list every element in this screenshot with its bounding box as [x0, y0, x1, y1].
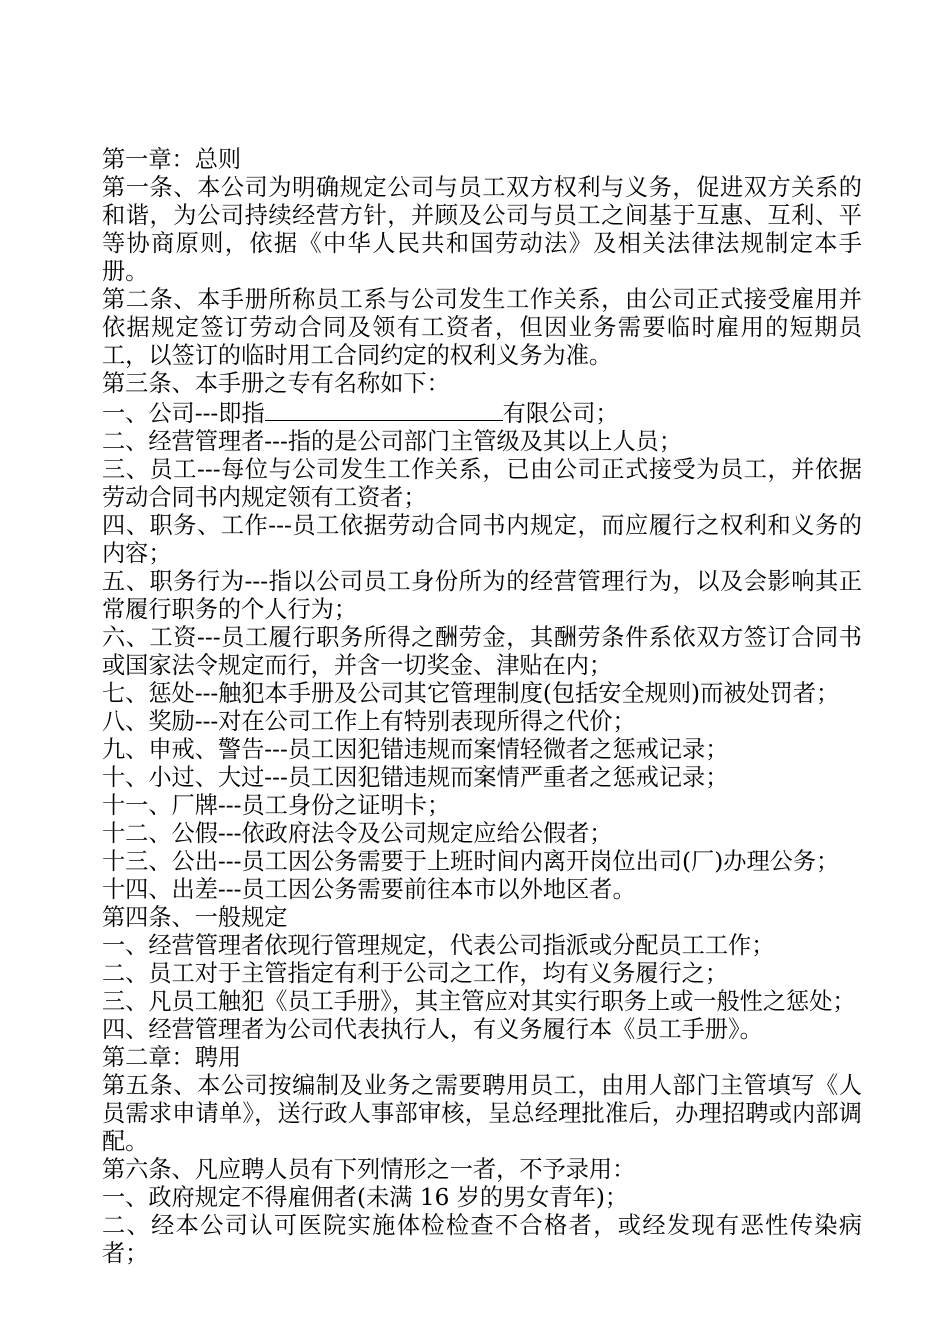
definition-duty: 四、职务、工作---员工依据劳动合同书内规定，而应履行之权利和义务的内容；	[102, 512, 862, 567]
definition-punishment: 七、惩处---触犯本手册及公司其它管理制度(包括安全规则)而被处罚者；	[102, 680, 840, 707]
definition-warning: 九、申戒、警告---员工因犯错违规而案情轻微者之惩戒记录；	[102, 736, 729, 763]
article-2: 第二条、本手册所称员工系与公司发生工作关系，由公司正式接受雇用并依据规定签订劳动合同及领有工资者，但因业务需要临时雇用的短期员工，以签订的临时用工合同约定的权利义务为准。	[102, 286, 862, 369]
company-name-blank	[265, 398, 503, 421]
document-page	[102, 146, 862, 1268]
rule-1: 一、经营管理者依现行管理规定，代表公司指派或分配员工工作；	[102, 932, 775, 959]
article-4-heading: 第四条、一般规定	[102, 904, 288, 931]
rule-4: 四、经营管理者为公司代表执行人，有义务履行本《员工手册》。	[102, 1016, 763, 1043]
definition-company-prefix: 一、公司---即指	[102, 400, 265, 427]
definition-public-leave: 十二、公假---依政府法令及公司规定应给公假者；	[102, 820, 613, 847]
exclusion-2: 二、经本公司认可医院实施体检检查不合格者，或经发现有恶性传染病者；	[102, 1212, 862, 1267]
definition-company	[102, 398, 862, 428]
definition-business-trip: 十四、出差---员工因公务需要前往本市以外地区者。	[102, 876, 636, 903]
chapter-2-heading: 第二章：聘用	[102, 1044, 242, 1071]
rule-2: 二、员工对于主管指定有利于公司之工作，均有义务履行之；	[102, 960, 729, 987]
definition-duty-behavior: 五、职务行为---指以公司员工身份所为的经营管理行为，以及会影响其正常履行职务的个人行为；	[102, 568, 862, 623]
chapter-1-heading: 第一章：总则	[102, 146, 242, 173]
article-6-heading: 第六条、凡应聘人员有下列情形之一者，不予录用：	[102, 1156, 636, 1183]
rule-3: 三、凡员工触犯《员工手册》，其主管应对其实行职务上或一般性之惩处；	[102, 988, 856, 1015]
definition-wage: 六、工资---员工履行职务所得之酬劳金，其酬劳条件系依双方签订合同书或国家法令规定而行，并含一切奖金、津贴在内；	[102, 624, 862, 679]
article-1: 第一条、本公司为明确规定公司与员工双方权利与义务，促进双方关系的和谐，为公司持续经营方针，并顾及公司与员工之间基于互惠、互利、平等协商原则，依据《中华人民共和国劳动法》及相关法律法规制定本手册。	[102, 174, 862, 285]
definition-company-suffix: 有限公司；	[502, 400, 619, 427]
definition-badge: 十一、厂牌---员工身份之证明卡；	[102, 792, 451, 819]
definition-demerit: 十、小过、大过---员工因犯错违规而案情严重者之惩戒记录；	[102, 764, 729, 791]
article-3-heading: 第三条、本手册之专有名称如下：	[102, 370, 450, 397]
exclusion-1: 一、政府规定不得雇佣者(未满 16 岁的男女青年)；	[102, 1184, 629, 1211]
definition-manager: 二、经营管理者---指的是公司部门主管级及其以上人员；	[102, 428, 683, 455]
definition-employee: 三、员工---每位与公司发生工作关系，已由公司正式接受为员工，并依据劳动合同书内规定领有工资者；	[102, 456, 862, 511]
article-5: 第五条、本公司按编制及业务之需要聘用员工，由用人部门主管填写《人员需求申请单》，送行政人事部审核，呈总经理批准后，办理招聘或内部调配。	[102, 1072, 862, 1155]
definition-business-out: 十三、公出---员工因公务需要于上班时间内离开岗位出司(厂)办理公务；	[102, 848, 840, 875]
definition-reward: 八、奖励---对在公司工作上有特别表现所得之代价；	[102, 708, 636, 735]
